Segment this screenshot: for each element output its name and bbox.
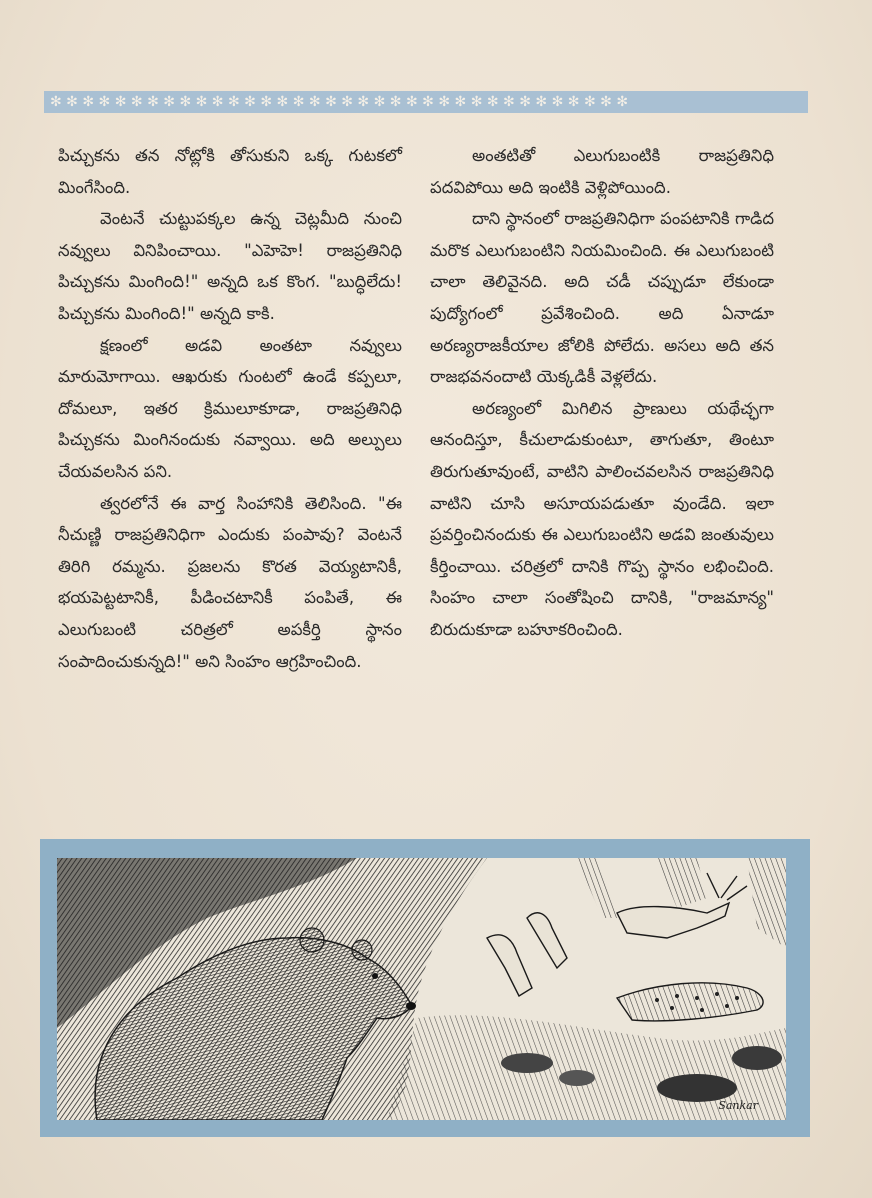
paragraph: వెంటనే చుట్టుపక్కల ఉన్న చెట్లమీది నుంచి నవ్వులు వినిపించాయి. "ఎహెహె! రాజప్రతినిధి పిచ్చుకను మింగింది!" అన్నది ఒక కొంగ. "బుద్ధిలేదు! పిచ్చుకను మింగింది!" అన్నది కాకి. bbox=[58, 209, 402, 323]
paragraph: దాని స్థానంలో రాజప్రతినిధిగా పంపటానికి గాడిద మరొక ఎలుగుబంటిని నియమించింది. ఈ ఎలుగుబంటి చాలా తెలివైనది. అది చడీ చప్పుడూ లేకుండా పుద్యోగంలో ప్రవేశించింది. అది ఏనాడూ అరణ్యరాజకీయాల జోలికి పోలేదు. అసలు అది తన రాజభవనందాటి యెక్కడికీ వెళ్లలేదు. bbox=[430, 209, 774, 387]
bear-forest-illustration bbox=[57, 858, 786, 1120]
right-text-column bbox=[430, 140, 774, 646]
paragraph: అంతటితో ఎలుగుబంటికి రాజప్రతినిధి పదవిపోయి అది ఇంటికి వెళ్లిపోయింది. bbox=[430, 146, 774, 197]
paragraph: అరణ్యంలో మిగిలిన ప్రాణులు యథేచ్ఛగా ఆనందిస్తూ, కీచులాడుకుంటూ, తాగుతూ, తింటూ తిరుగుతూవుంటే, వాటిని పాలించవలసిన రాజప్రతినిధి వాటిని చూసి అసూయపడుతూ వుండేది. ఇలా ప్రవర్తించినందుకు ఈ ఎలుగుబంటిని అడవి జంతువులు కీర్తించాయి. చరిత్రలో దానికి గొప్ప స్థానం లభించింది. సింహం చాలా సంతోషించి దానికి, "రాజమాన్య" బిరుదుకూడా బహూకరించింది. bbox=[430, 398, 774, 639]
border-pattern: ✻ ✻ ✻ ✻ ✻ ✻ ✻ ✻ ✻ ✻ ✻ ✻ ✻ ✻ ✻ ✻ ✻ ✻ ✻ ✻ ✻ ✻ ✻ ✻ ✻ ✻ ✻ ✻ ✻ ✻ ✻ ✻ ✻ ✻ ✻ ✻ bbox=[50, 94, 629, 110]
paragraph: క్షణంలో అడవి అంతటా నవ్వులు మారుమోగాయి. ఆఖరుకు గుంటలో ఉండే కప్పలూ, దోమలూ, ఇతర క్రిములూకూడా, రాజప్రతినిధి పిచ్చుకను మింగినందుకు నవ్వాయి. అది అల్పులు చేయవలసిన పని. bbox=[58, 335, 402, 481]
left-text-column bbox=[58, 140, 402, 677]
artist-signature: Sankar bbox=[718, 1099, 758, 1112]
paragraph: త్వరలోనే ఈ వార్త సింహానికి తెలిసింది. "ఈ నీచుణ్ణి రాజప్రతినిధిగా ఎందుకు పంపావు? వెంటనే తిరిగి రమ్మను. ప్రజలను కొరత వెయ్యటానికీ, భయపెట్టటానికీ, పీడించటానికీ పంపితే, ఈ ఎలుగుబంటి చరిత్రలో అపకీర్తి స్థానం సంపాదించుకున్నది!" అని సింహం ఆగ్రహించింది. bbox=[58, 493, 402, 671]
illustration bbox=[57, 858, 786, 1120]
paragraph: పిచ్చుకను తన నోట్లోకి తోసుకుని ఒక్క గుటకలో మింగేసింది. bbox=[58, 146, 402, 197]
decorative-border bbox=[44, 91, 808, 113]
